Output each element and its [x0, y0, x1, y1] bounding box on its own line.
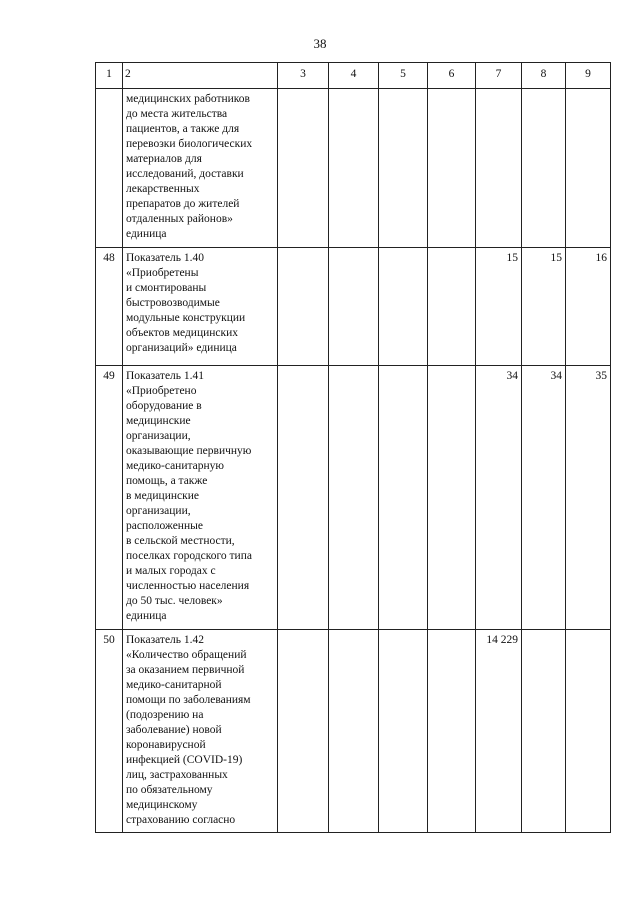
table-header-row [96, 63, 611, 89]
value-cell [428, 630, 476, 833]
row-number: 49 [96, 366, 123, 630]
value-cell [379, 248, 428, 366]
value-cell [566, 89, 611, 248]
value-cell: 35 [566, 366, 611, 630]
value-cell [428, 248, 476, 366]
value-cell [278, 248, 329, 366]
value-cell: 15 [522, 248, 566, 366]
value-cell: 34 [522, 366, 566, 630]
row-number [96, 89, 123, 248]
column-header: 2 [123, 63, 278, 89]
column-header: 3 [278, 63, 329, 89]
value-cell [329, 366, 379, 630]
row-number: 50 [96, 630, 123, 833]
value-cell [278, 89, 329, 248]
value-cell [476, 89, 522, 248]
column-header: 4 [329, 63, 379, 89]
value-cell: 14 229 [476, 630, 522, 833]
indicator-name: Показатель 1.41 «Приобретено оборудование в медицинские организации, оказывающие первичную медико-санитарную помощь, а также в медицинские организации, расположенные в сельской местности, поселках городского типа и малых городах с численностью населения до 50 тыс. человек» единица [123, 366, 278, 630]
value-cell [428, 366, 476, 630]
column-header: 1 [96, 63, 123, 89]
value-cell [329, 630, 379, 833]
value-cell [522, 630, 566, 833]
table-row [96, 89, 611, 248]
indicator-name: Показатель 1.42 «Количество обращений за оказанием первичной медико-санитарной помощи по заболеваниям (подозрению на заболевание) новой коронавирусной инфекцией (COVID-19) лиц, застрахованных по обязательному медицинскому страхованию согласно [123, 630, 278, 833]
value-cell [566, 630, 611, 833]
table-row [96, 630, 611, 833]
value-cell [379, 89, 428, 248]
column-header: 5 [379, 63, 428, 89]
table-row [96, 366, 611, 630]
value-cell: 34 [476, 366, 522, 630]
table-row [96, 248, 611, 366]
value-cell [522, 89, 566, 248]
value-cell [379, 630, 428, 833]
value-cell [329, 89, 379, 248]
page-number: 38 [313, 36, 327, 51]
value-cell: 15 [476, 248, 522, 366]
indicator-name: медицинских работников до места жительства пациентов, а также для перевозки биологических материалов для исследований, доставки лекарственных препаратов до жителей отдаленных районов» единица [123, 89, 278, 248]
row-number: 48 [96, 248, 123, 366]
value-cell [379, 366, 428, 630]
value-cell: 16 [566, 248, 611, 366]
value-cell [278, 366, 329, 630]
column-header: 8 [522, 63, 566, 89]
value-cell [278, 630, 329, 833]
value-cell [329, 248, 379, 366]
column-header: 9 [566, 63, 611, 89]
indicator-name: Показатель 1.40 «Приобретены и смонтированы быстровозводимые модульные конструкции объектов медицинских организаций» единица [123, 248, 278, 366]
column-header: 7 [476, 63, 522, 89]
column-header: 6 [428, 63, 476, 89]
value-cell [428, 89, 476, 248]
indicator-table [95, 62, 611, 833]
